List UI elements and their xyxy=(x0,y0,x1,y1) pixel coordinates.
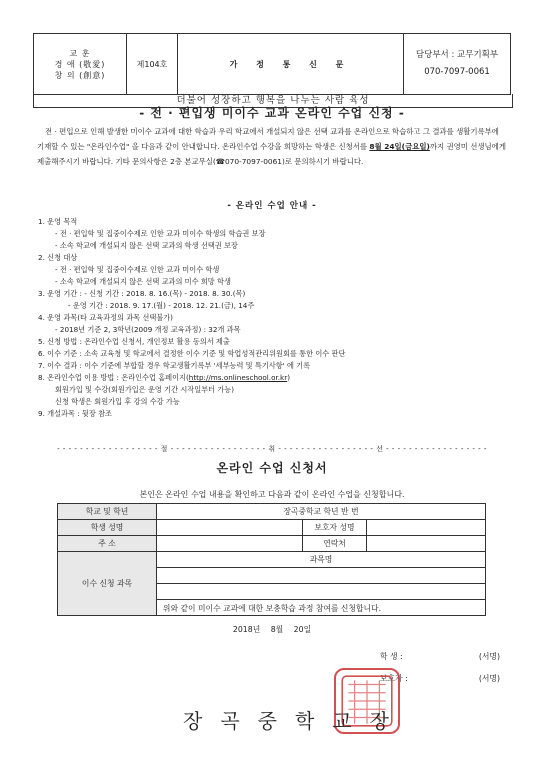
dept-phone: 070-7097-0061 xyxy=(424,67,490,77)
address-label: 주 소 xyxy=(58,536,157,552)
homepage-link[interactable]: http://ms.onlineschool.or.kr xyxy=(188,373,288,382)
guide-line-text: 9. 개설과목 : 뒷장 참조 xyxy=(38,409,112,418)
course-row-2[interactable] xyxy=(157,584,486,600)
form-note: 위와 같이 미이수 교과에 대한 보충학습 과정 참여를 신청합니다. xyxy=(162,604,382,613)
guide-line xyxy=(38,264,508,276)
school-slogan: 더불어 성장하고 행복을 나누는 사람 육성 xyxy=(33,94,513,108)
application-form-table xyxy=(57,503,486,616)
guide-list xyxy=(38,216,508,420)
principal-name: 장곡중학교장 xyxy=(183,709,407,733)
guide-line xyxy=(38,312,508,324)
guide-line-text: - 전 · 편입학 및 집중이수제로 인한 교과 미이수 학생 xyxy=(55,265,220,274)
guide-line xyxy=(38,240,508,252)
guide-line-text: 1. 운영 목적 xyxy=(38,217,78,226)
guide-line-text: 5. 신청 방법 : 온라인수업 신청서, 개인정보 활용 동의서 제출 xyxy=(38,337,230,346)
newsletter-title: 가 정 통 신 문 xyxy=(178,34,404,95)
intro-text-before: 전 · 편입으로 인해 발생한 미이수 교과에 대한 학습과 우리 학교에서 개설되지 않은 선택 교과를 온라인으로 학습하고 그 결과를 생활기록부에 기재할 수 있는 "온라인수업" 을 다음과 같이 안내합니다. 온라인수업 수강을 희망하는 학생은 신청서를 xyxy=(37,127,499,151)
guide-line xyxy=(38,300,508,312)
student-sign-seal[interactable]: (서명) xyxy=(478,652,500,661)
guide-line xyxy=(38,288,508,300)
intro-deadline: 8월 24일(금요일) xyxy=(369,142,430,151)
headline: - 전 · 편입생 미이수 교과 온라인 수업 신청 - xyxy=(139,106,405,120)
guide-line-text: 3. 운영 기간 : - 신청 기간 : 2018. 8. 16.(목) - 2018. 8. 30.(목) xyxy=(38,289,246,298)
guardian-name-field[interactable] xyxy=(367,520,486,536)
guide-line xyxy=(38,348,508,360)
guide-line-text: 2. 신청 대상 xyxy=(38,253,78,262)
guide-line-text: - 운영 기간 : 2018. 9. 17.(월) - 2018. 12. 21.(금), 14주 xyxy=(68,301,255,310)
cut-line: - - - - - - - - - - - - - - - - - - 절 - - - - - - - - - - - - - - - - - 취 - - - - - - - - - - - - - - - - - 선 - - - - - - - - - - - - - - - - - - xyxy=(57,445,487,453)
course-label: 이수 신청 과목 xyxy=(58,552,157,616)
guide-line xyxy=(38,360,508,372)
address-field[interactable] xyxy=(157,536,303,552)
school-grade-value[interactable]: 장곡중학교 학년 반 번 xyxy=(157,504,486,520)
guide-line xyxy=(38,228,508,240)
intro-text-after: 까지 권영미 선생님에게 제출해주시기 바랍니다. 기타 문의사항은 2층 본교무실(☎070-7097-0061)로 문의하시기 바랍니다. xyxy=(37,142,506,166)
guardian-sign-label: 보호자 : xyxy=(380,674,408,683)
course-row-1[interactable] xyxy=(157,568,486,584)
form-intro: 본인은 온라인 수업 내용을 확인하고 다음과 같이 온라인 수업을 신청합니다. xyxy=(139,490,405,499)
school-motto-cell xyxy=(34,34,127,95)
guide-line xyxy=(38,408,508,420)
guide-line-text: 4. 운영 과목(타 교육과정의 과목 선택불가) xyxy=(38,313,173,322)
guide-line xyxy=(38,324,508,336)
guide-line-tail: ) xyxy=(287,373,290,382)
student-name-label: 학생 성명 xyxy=(58,520,157,536)
dept-cell xyxy=(404,34,511,95)
guide-title: - 온라인 수업 안내 - xyxy=(227,201,317,211)
dept-name: 담당부서 : 교무기획부 xyxy=(415,50,499,60)
guardian-name-label: 보호자 성명 xyxy=(303,520,367,536)
guide-line xyxy=(38,384,508,396)
guide-line-text: 6. 이수 기준 : 소속 교육청 및 학교에서 결정한 이수 기준 및 학업성적관리위원회를 통한 이수 판단 xyxy=(38,349,346,358)
school-grade-label: 학교 및 학년 xyxy=(58,504,157,520)
guide-line-text: 신청 학생은 회원가입 후 강의 수강 가능 xyxy=(55,397,180,406)
guide-line xyxy=(38,372,508,384)
guide-line-text: - 2018년 기준 2, 3학년(2009 개정 교육과정) : 32개 과목 xyxy=(55,325,241,334)
motto-label: 교 훈 xyxy=(69,48,91,58)
guide-line-text: 회원가입 및 수강(회원가입은 운영 기간 시작일부터 가능) xyxy=(55,385,235,394)
motto-value-2: 창 의 (創意) xyxy=(54,70,106,80)
issue-number: 제104호 xyxy=(127,34,178,95)
guardian-sign-seal[interactable]: (서명) xyxy=(478,674,500,683)
guide-line-text: - 소속 학교에 개설되지 않은 선택 교과의 학생 선택권 보장 xyxy=(55,241,238,250)
contact-field[interactable] xyxy=(367,536,486,552)
guide-line xyxy=(38,276,508,288)
motto-value-1: 경 애 (敬愛) xyxy=(54,59,106,69)
guide-line-text: 8. 온라인수업 이용 방법 : 온라인수업 홈페이지( xyxy=(38,373,189,382)
guide-line-text: 7. 이수 결과 : 이수 기준에 부합할 경우 학교생활기록부 '세부능력 및 특기사항' 에 기록 xyxy=(38,361,311,370)
student-sign-label: 학 생 : xyxy=(380,652,403,661)
intro-paragraph xyxy=(37,124,507,169)
form-title: 온라인 수업 신청서 xyxy=(216,461,328,475)
form-date: 2018년 8월 20일 xyxy=(232,625,312,634)
contact-label: 연락처 xyxy=(303,536,367,552)
student-name-field[interactable] xyxy=(157,520,303,536)
guide-line xyxy=(38,336,508,348)
guide-line xyxy=(38,216,508,228)
guide-line-text: - 소속 학교에 개설되지 않은 선택 교과의 미수 희망 학생 xyxy=(55,277,231,286)
newsletter-header xyxy=(33,33,511,95)
guide-line-text: - 전 · 편입학 및 집중이수제로 인한 교과 미이수 학생의 학습권 보장 xyxy=(55,229,266,238)
guide-line xyxy=(38,252,508,264)
course-header: 과목명 xyxy=(157,552,486,568)
guide-line xyxy=(38,396,508,408)
